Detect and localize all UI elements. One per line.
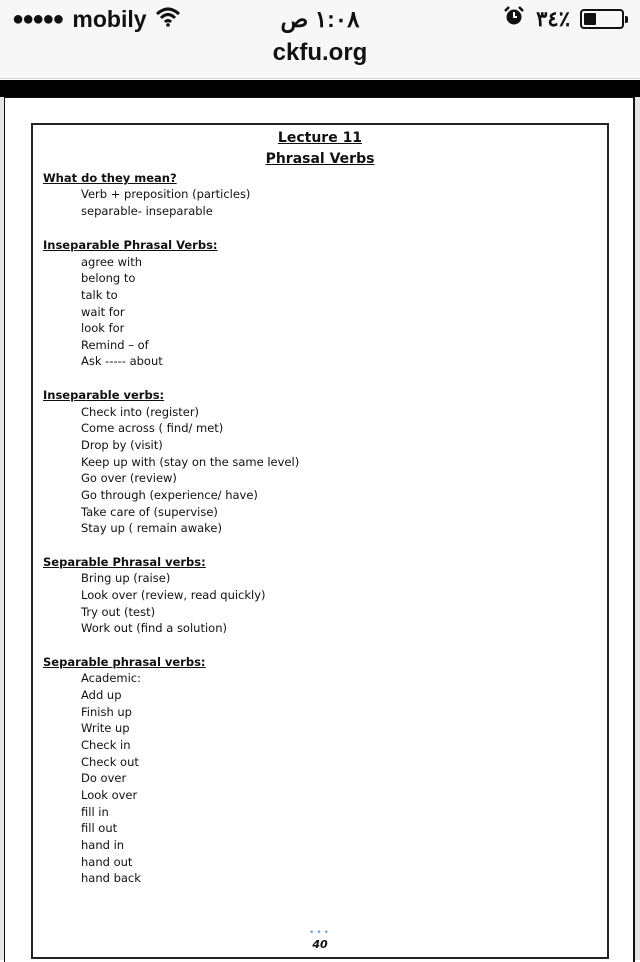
list-item: Look over (review, read quickly) bbox=[81, 588, 266, 602]
battery-level bbox=[584, 13, 596, 25]
pdf-viewer[interactable] bbox=[0, 80, 640, 960]
section-heading: What do they mean? bbox=[43, 171, 177, 185]
page-number: 40 bbox=[312, 938, 328, 951]
alarm-clock-icon bbox=[504, 6, 524, 32]
list-item: fill in bbox=[81, 805, 109, 819]
lecture-title: Lecture 11 bbox=[277, 130, 363, 146]
address-bar[interactable] bbox=[0, 36, 640, 79]
list-item: Work out (find a solution) bbox=[81, 621, 227, 635]
list-item: Add up bbox=[81, 688, 122, 702]
section-heading: Inseparable Phrasal Verbs: bbox=[43, 238, 218, 252]
list-item: Come across ( find/ met) bbox=[81, 421, 224, 435]
list-item: Remind – of bbox=[81, 338, 149, 352]
section-heading: Inseparable verbs: bbox=[43, 388, 165, 402]
list-item: Check out bbox=[81, 755, 139, 769]
list-item: Academic: bbox=[81, 671, 142, 685]
list-item: agree with bbox=[81, 255, 143, 269]
battery-percentage: ٣٤٪ bbox=[536, 7, 570, 31]
battery-icon bbox=[580, 9, 628, 29]
list-item: Do over bbox=[81, 771, 127, 785]
list-item: separable- inseparable bbox=[81, 204, 213, 218]
document-content bbox=[31, 123, 609, 959]
document-page bbox=[4, 97, 635, 962]
list-item: wait for bbox=[81, 305, 125, 319]
document-title: Phrasal Verbs bbox=[265, 151, 375, 167]
list-item: look for bbox=[81, 321, 125, 335]
section-heading: Separable Phrasal verbs: bbox=[43, 555, 206, 569]
list-item: hand out bbox=[81, 855, 133, 869]
list-item: Look over bbox=[81, 788, 138, 802]
url-text: ckfu.org bbox=[272, 39, 368, 66]
list-item: talk to bbox=[81, 288, 118, 302]
list-item: fill out bbox=[81, 821, 118, 835]
list-item: Drop by (visit) bbox=[81, 438, 163, 452]
list-item: Try out (test) bbox=[81, 605, 156, 619]
list-item: Keep up with (stay on the same level) bbox=[81, 455, 300, 469]
list-item: hand in bbox=[81, 838, 125, 852]
list-item: Finish up bbox=[81, 705, 132, 719]
list-item: Stay up ( remain awake) bbox=[81, 521, 222, 535]
list-item: Bring up (raise) bbox=[81, 571, 171, 585]
list-item: Ask ----- about bbox=[81, 354, 163, 368]
list-item: hand back bbox=[81, 871, 141, 885]
page-indicator-dots: ••• bbox=[309, 928, 331, 938]
status-bar bbox=[0, 0, 640, 40]
list-item: Take care of (supervise) bbox=[81, 505, 218, 519]
section-heading: Separable phrasal verbs: bbox=[43, 655, 206, 669]
page-top-edge bbox=[0, 80, 640, 97]
list-item: Go through (experience/ have) bbox=[81, 488, 258, 502]
list-item: Write up bbox=[81, 721, 130, 735]
list-item: belong to bbox=[81, 271, 136, 285]
list-item: Go over (review) bbox=[81, 471, 177, 485]
list-item: Check in bbox=[81, 738, 131, 752]
clock: ١:٠٨ ص bbox=[280, 6, 360, 32]
list-item: Check into (register) bbox=[81, 405, 200, 419]
status-indicators bbox=[504, 6, 628, 32]
carrier-name: mobily bbox=[72, 6, 147, 32]
signal-strength-icon: ●●●●● bbox=[12, 8, 63, 30]
list-item: Verb + preposition (particles) bbox=[81, 187, 251, 201]
